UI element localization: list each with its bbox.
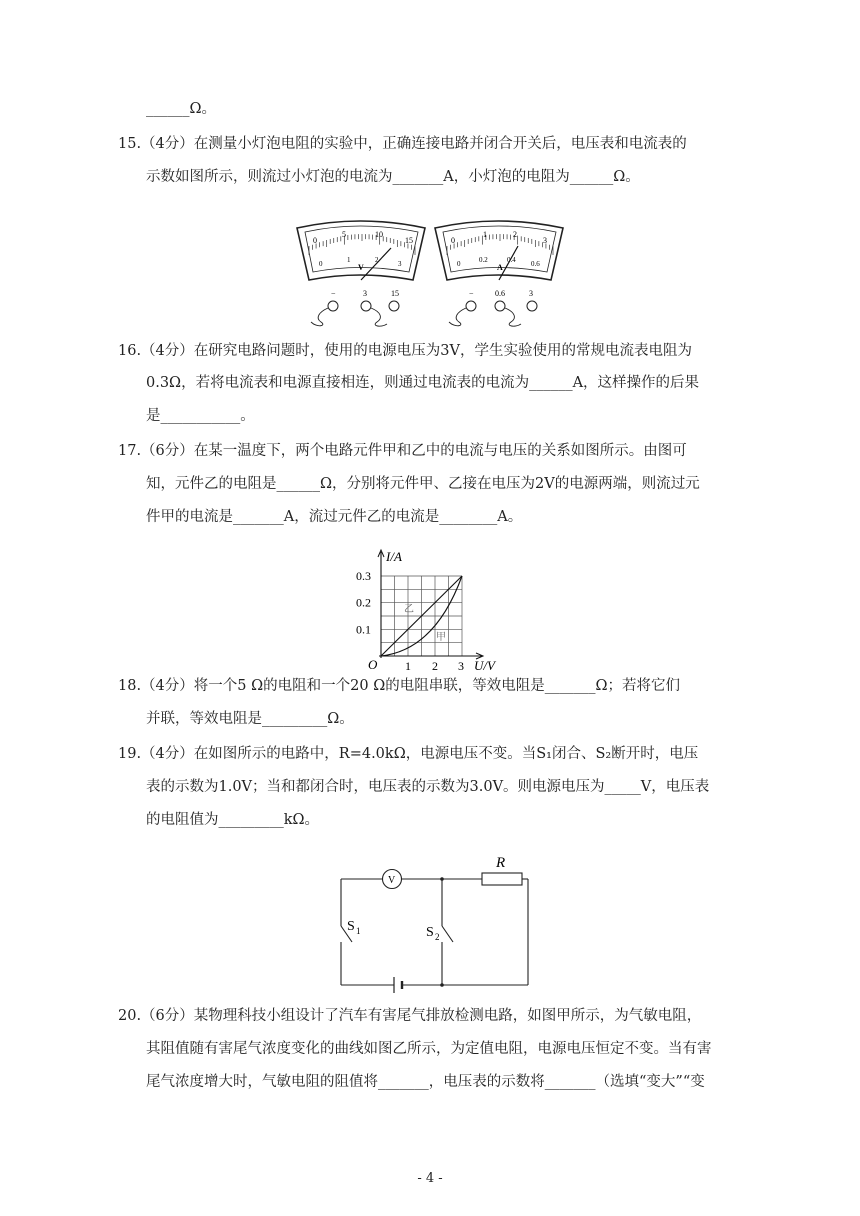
a-upper-2: 2 <box>513 230 517 239</box>
voltmeter-label: V <box>388 875 396 886</box>
v-lower-3: 3 <box>398 260 402 268</box>
v-lower-2: 2 <box>375 256 379 264</box>
voltmeter <box>297 221 425 326</box>
a-lower-3: 0.6 <box>531 260 540 268</box>
v-upper-3: 15 <box>405 236 413 245</box>
a-term-2: 3 <box>529 289 533 298</box>
text-line: 15.（4分）在测量小灯泡电阻的实验中，正确连接电路并闭合开关后，电压表和电流表的 <box>118 136 687 152</box>
text-line: 19.（4分）在如图所示的电路中，R=4.0kΩ，电源电压不变。当S₁闭合、S₂断开时，电压 <box>118 746 699 762</box>
v-upper-2: 10 <box>375 230 383 239</box>
s2-label: S <box>426 925 434 940</box>
a-unit: A <box>497 263 503 272</box>
v-term-1: 3 <box>363 289 367 298</box>
text-line: 并联，等效电阻是_________Ω。 <box>146 711 354 727</box>
a-upper-1: 1 <box>483 230 487 239</box>
text-line: 表的示数为1.0V；当和都闭合时，电压表的示数为3.0V。则电源电压为_____V，电压表 <box>146 779 710 795</box>
xtick-2: 2 <box>432 659 438 672</box>
v-upper-1: 5 <box>342 230 346 239</box>
a-upper-3: 3 <box>543 236 547 245</box>
text-line: 件甲的电流是_______A，流过元件乙的电流是________A。 <box>146 509 523 525</box>
v-upper-0: 0 <box>313 236 317 245</box>
text-line: 17.（6分）在某一温度下，两个电路元件甲和乙中的电流与电压的关系如图所示。由图可 <box>118 443 687 459</box>
ytick-0.3: 0.3 <box>356 569 371 583</box>
page-number: - 4 - <box>417 1171 443 1186</box>
ytick-0.1: 0.1 <box>356 622 371 637</box>
xtick-3: 3 <box>458 659 464 672</box>
origin-label: O <box>368 657 378 672</box>
v-unit: V <box>358 263 364 272</box>
text-line: 尾气浓度增大时，气敏电阻的阻值将_______，电压表的示数将_______（选填“变大”“变 <box>146 1074 705 1090</box>
meters-figure <box>295 218 565 330</box>
switch-s2-blade <box>442 926 453 942</box>
s2-subscript: 2 <box>435 932 440 942</box>
y-axis-label: I/A <box>386 549 402 564</box>
s1-subscript: 1 <box>356 926 361 936</box>
text-line: 示数如图所示，则流过小灯泡的电流为_______A，小灯泡的电阻为______Ω。 <box>146 169 640 185</box>
xtick-1: 1 <box>405 659 411 672</box>
text-line: 知，元件乙的电阻是______Ω，分别将元件甲、乙接在电压为2V的电源两端，则流过元 <box>146 476 700 492</box>
a-lower-2: 0.4 <box>507 256 516 264</box>
v-lower-1: 1 <box>347 256 351 264</box>
text-line: 20.（6分）某物理科技小组设计了汽车有害尾气排放检测电路，如图甲所示，为气敏电阻， <box>118 1008 702 1024</box>
text-line: 其阻值随有害尾气浓度变化的曲线如图乙所示，为定值电阻，电源电压恒定不变。当有害 <box>146 1041 712 1057</box>
circuit-diagram <box>330 848 535 998</box>
v-term-0: − <box>331 289 336 298</box>
text-line: 16.（4分）在研究电路问题时，使用的电源电压为3V，学生实验使用的常规电流表电阻为 <box>118 343 692 359</box>
ammeter <box>435 221 563 326</box>
ytick-0.2: 0.2 <box>356 595 371 610</box>
a-upper-0: 0 <box>451 236 455 245</box>
text-line: 的电阻值为_________kΩ。 <box>146 812 320 828</box>
x-axis-label: U/V <box>474 658 495 672</box>
a-lower-0: 0 <box>457 260 461 268</box>
label-yi: 乙 <box>404 604 414 615</box>
resistor-label: R <box>496 855 506 871</box>
text-line: 18.（4分）将一个5 Ω的电阻和一个20 Ω的电阻串联，等效电阻是_______Ω；若将它们 <box>118 678 680 694</box>
text-line: 是___________。 <box>146 408 255 424</box>
s1-label: S <box>347 919 355 934</box>
text-line: 0.3Ω，若将电流表和电源直接相连，则通过电流表的电流为______A，这样操作的后果 <box>146 375 700 391</box>
v-lower-0: 0 <box>319 260 323 268</box>
a-lower-1: 0.2 <box>479 256 488 264</box>
iu-graph <box>350 548 510 672</box>
a-term-0: − <box>469 289 474 298</box>
v-term-2: 15 <box>391 289 399 298</box>
a-term-1: 0.6 <box>495 289 505 298</box>
resistor-r <box>482 873 522 885</box>
text-line: ______Ω。 <box>146 101 217 117</box>
label-jia: 甲 <box>436 632 446 643</box>
